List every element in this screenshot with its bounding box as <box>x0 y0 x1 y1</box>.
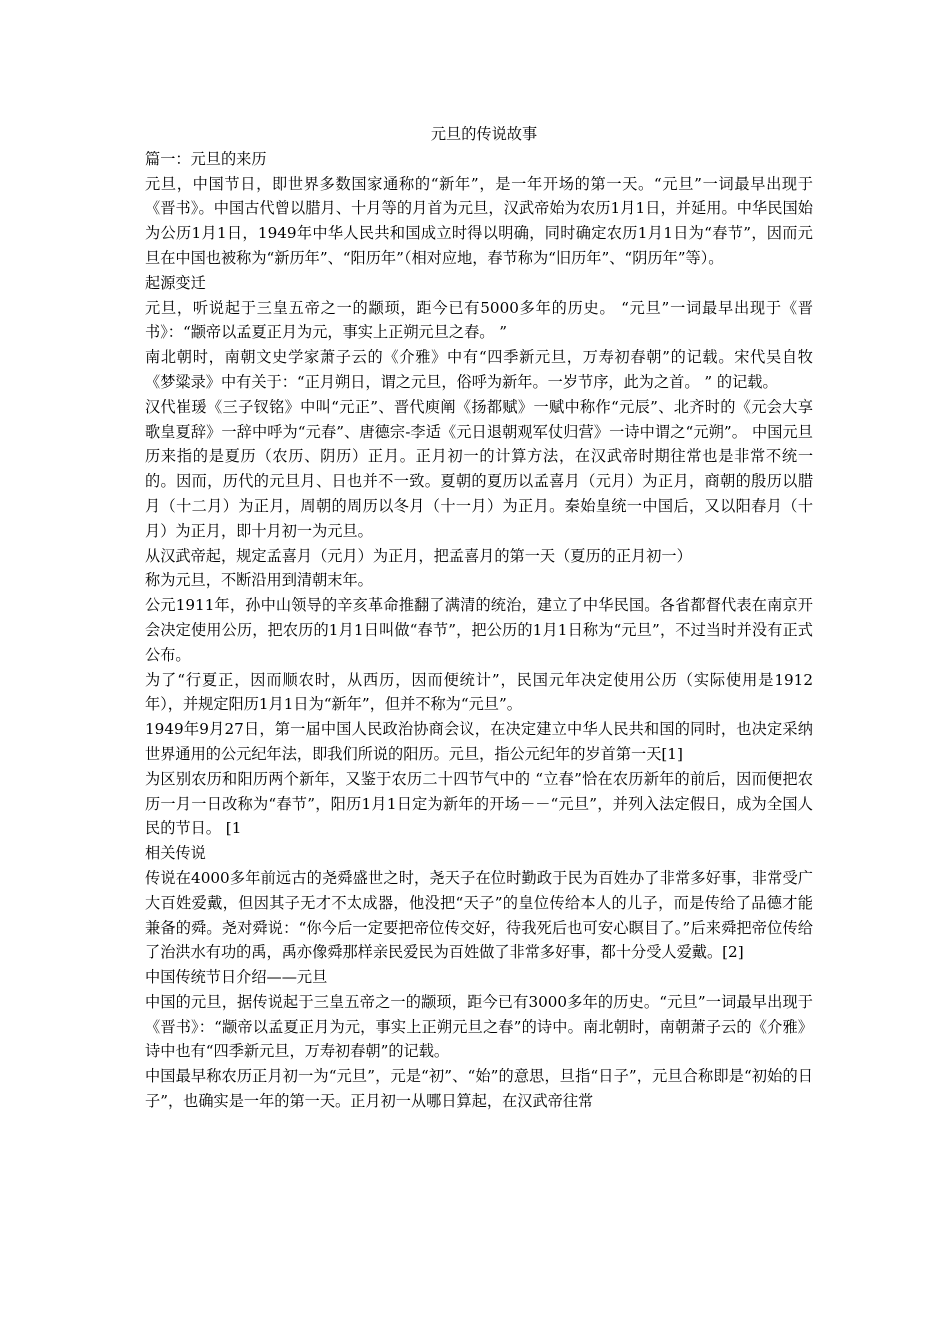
section-heading: 相关传说 <box>145 844 206 863</box>
section-heading: 篇一：元旦的来历 <box>145 149 267 168</box>
section-heading: 起源变迁 <box>145 273 206 292</box>
paragraph: 公元1911年，孙中山领导的辛亥革命推翻了满清的统治，建立了中华民国。各省都督代表在南京开会决定使用公历，把农历的1月1日叫做“春节”，把公历的1月1日称为“元旦”，不过当时并没有正式公布。 <box>145 596 813 664</box>
paragraph: 从汉武帝起，规定孟喜月（元月）为正月，把孟喜月的第一天（夏历的正月初一） <box>145 546 692 565</box>
paragraph: 元旦，中国节日，即世界多数国家通称的“新年”，是一年开场的第一天。“元旦”一词最早出现于《晋书》。中国古代曾以腊月、十月等的月首为元旦，汉武帝始为农历1月1日，并延用。中华民国始为公历1月1日，1949年中华人民共和国成立时得以明确，同时确定农历1月1日为“春节”，因而元旦在中国也被称为“新历年”、“阳历年”（相对应地，春节称为“旧历年”、“阴历年”等）。 <box>145 174 813 267</box>
paragraph: 南北朝时，南朝文史学家萧子云的《介雅》中有“四季新元旦，万寿初春朝”的记载。宋代吴自牧《梦粱录》中有关于：“正月朔日，谓之元旦，俗呼为新年。一岁节序，此为之首。 ” 的记载。 <box>145 348 813 391</box>
document-page <box>145 122 813 1114</box>
paragraph: 为区别农历和阳历两个新年，又鉴于农历二十四节气中的 “立春”恰在农历新年的前后，因而便把农历一月一日改称为“春节”，阳历1月1日定为新年的开场－－“元旦”，并列入法定假日，成为全国人民的节日。 [1 <box>145 769 813 838</box>
paragraph: 称为元旦，不断沿用到清朝末年。 <box>145 571 373 590</box>
section-heading: 中国传统节日介绍——元旦 <box>145 968 328 987</box>
paragraph: 中国的元旦，据传说起于三皇五帝之一的颛顼，距今已有3000多年的历史。“元旦”一词最早出现于《晋书》：“颛帝以孟夏正月为元，事实上正朔元旦之春”的诗中。南北朝时，南朝萧子云的《介雅》诗中也有“四季新元旦，万寿初春朝”的记载。 <box>145 992 813 1061</box>
document-title: 元旦的传说故事 <box>430 125 538 143</box>
paragraph: 1949年9月27日，第一届中国人民政治协商会议，在决定建立中华人民共和国的同时，也决定采纳世界通用的公元纪年法，即我们所说的阳历。元旦，指公元纪年的岁首第一天[1] <box>145 720 813 763</box>
paragraph: 中国最早称农历正月初一为“元旦”，元是“初”、“始”的意思，旦指“日子”，元旦合称即是“初始的日子”，也确实是一年的第一天。正月初一从哪日算起，在汉武帝往常 <box>145 1067 813 1111</box>
paragraph: 汉代崔瑗《三子钗铭》中叫“元正”、晋代庾阐《扬都赋》一赋中称作“元辰”、北齐时的《元会大享歌皇夏辞》一辞中呼为“元春”、唐德宗-李适《元日退朝观军仗归营》一诗中谓之“元朔”。 中国元旦历来指的是夏历（农历、阴历）正月。正月初一的计算方法，在汉武帝时期往常也是非常不统一的。因而，历代的元旦月、日也并不一致。夏朝的夏历以孟喜月（元月）为正月，商朝的殷历以腊月（十二月）为正月，周朝的周历以冬月（十一月）为正月。秦始皇统一中国后，又以阳春月（十月）为正月，即十月初一为元旦。 <box>145 397 813 540</box>
paragraph: 为了“行夏正，因而顺农时，从西历，因而便统计”，民国元年决定使用公历（实际使用是1912年），并规定阳历1月1日为“新年”，但并不称为“元旦”。 <box>145 670 813 714</box>
paragraph: 传说在4000多年前远古的尧舜盛世之时，尧天子在位时勤政于民为百姓办了非常多好事，非常受广大百姓爱戴，但因其子无才不太成器，他没把“天子”的皇位传给本人的儿子，而是传给了品德才能兼备的舜。尧对舜说：“你今后一定要把帝位传交好，待我死后也可安心瞑目了。”后来舜把帝位传给了治洪水有功的禹，禹亦像舜那样亲民爱民为百姓做了非常多好事，都十分受人爱戴。[2] <box>145 868 813 962</box>
paragraph: 元旦，听说起于三皇五帝之一的颛顼，距今已有5000多年的历史。 “元旦”一词最早出现于《晋书》：“颛帝以孟夏正月为元，事实上正朔元旦之春。 ” <box>145 298 813 342</box>
